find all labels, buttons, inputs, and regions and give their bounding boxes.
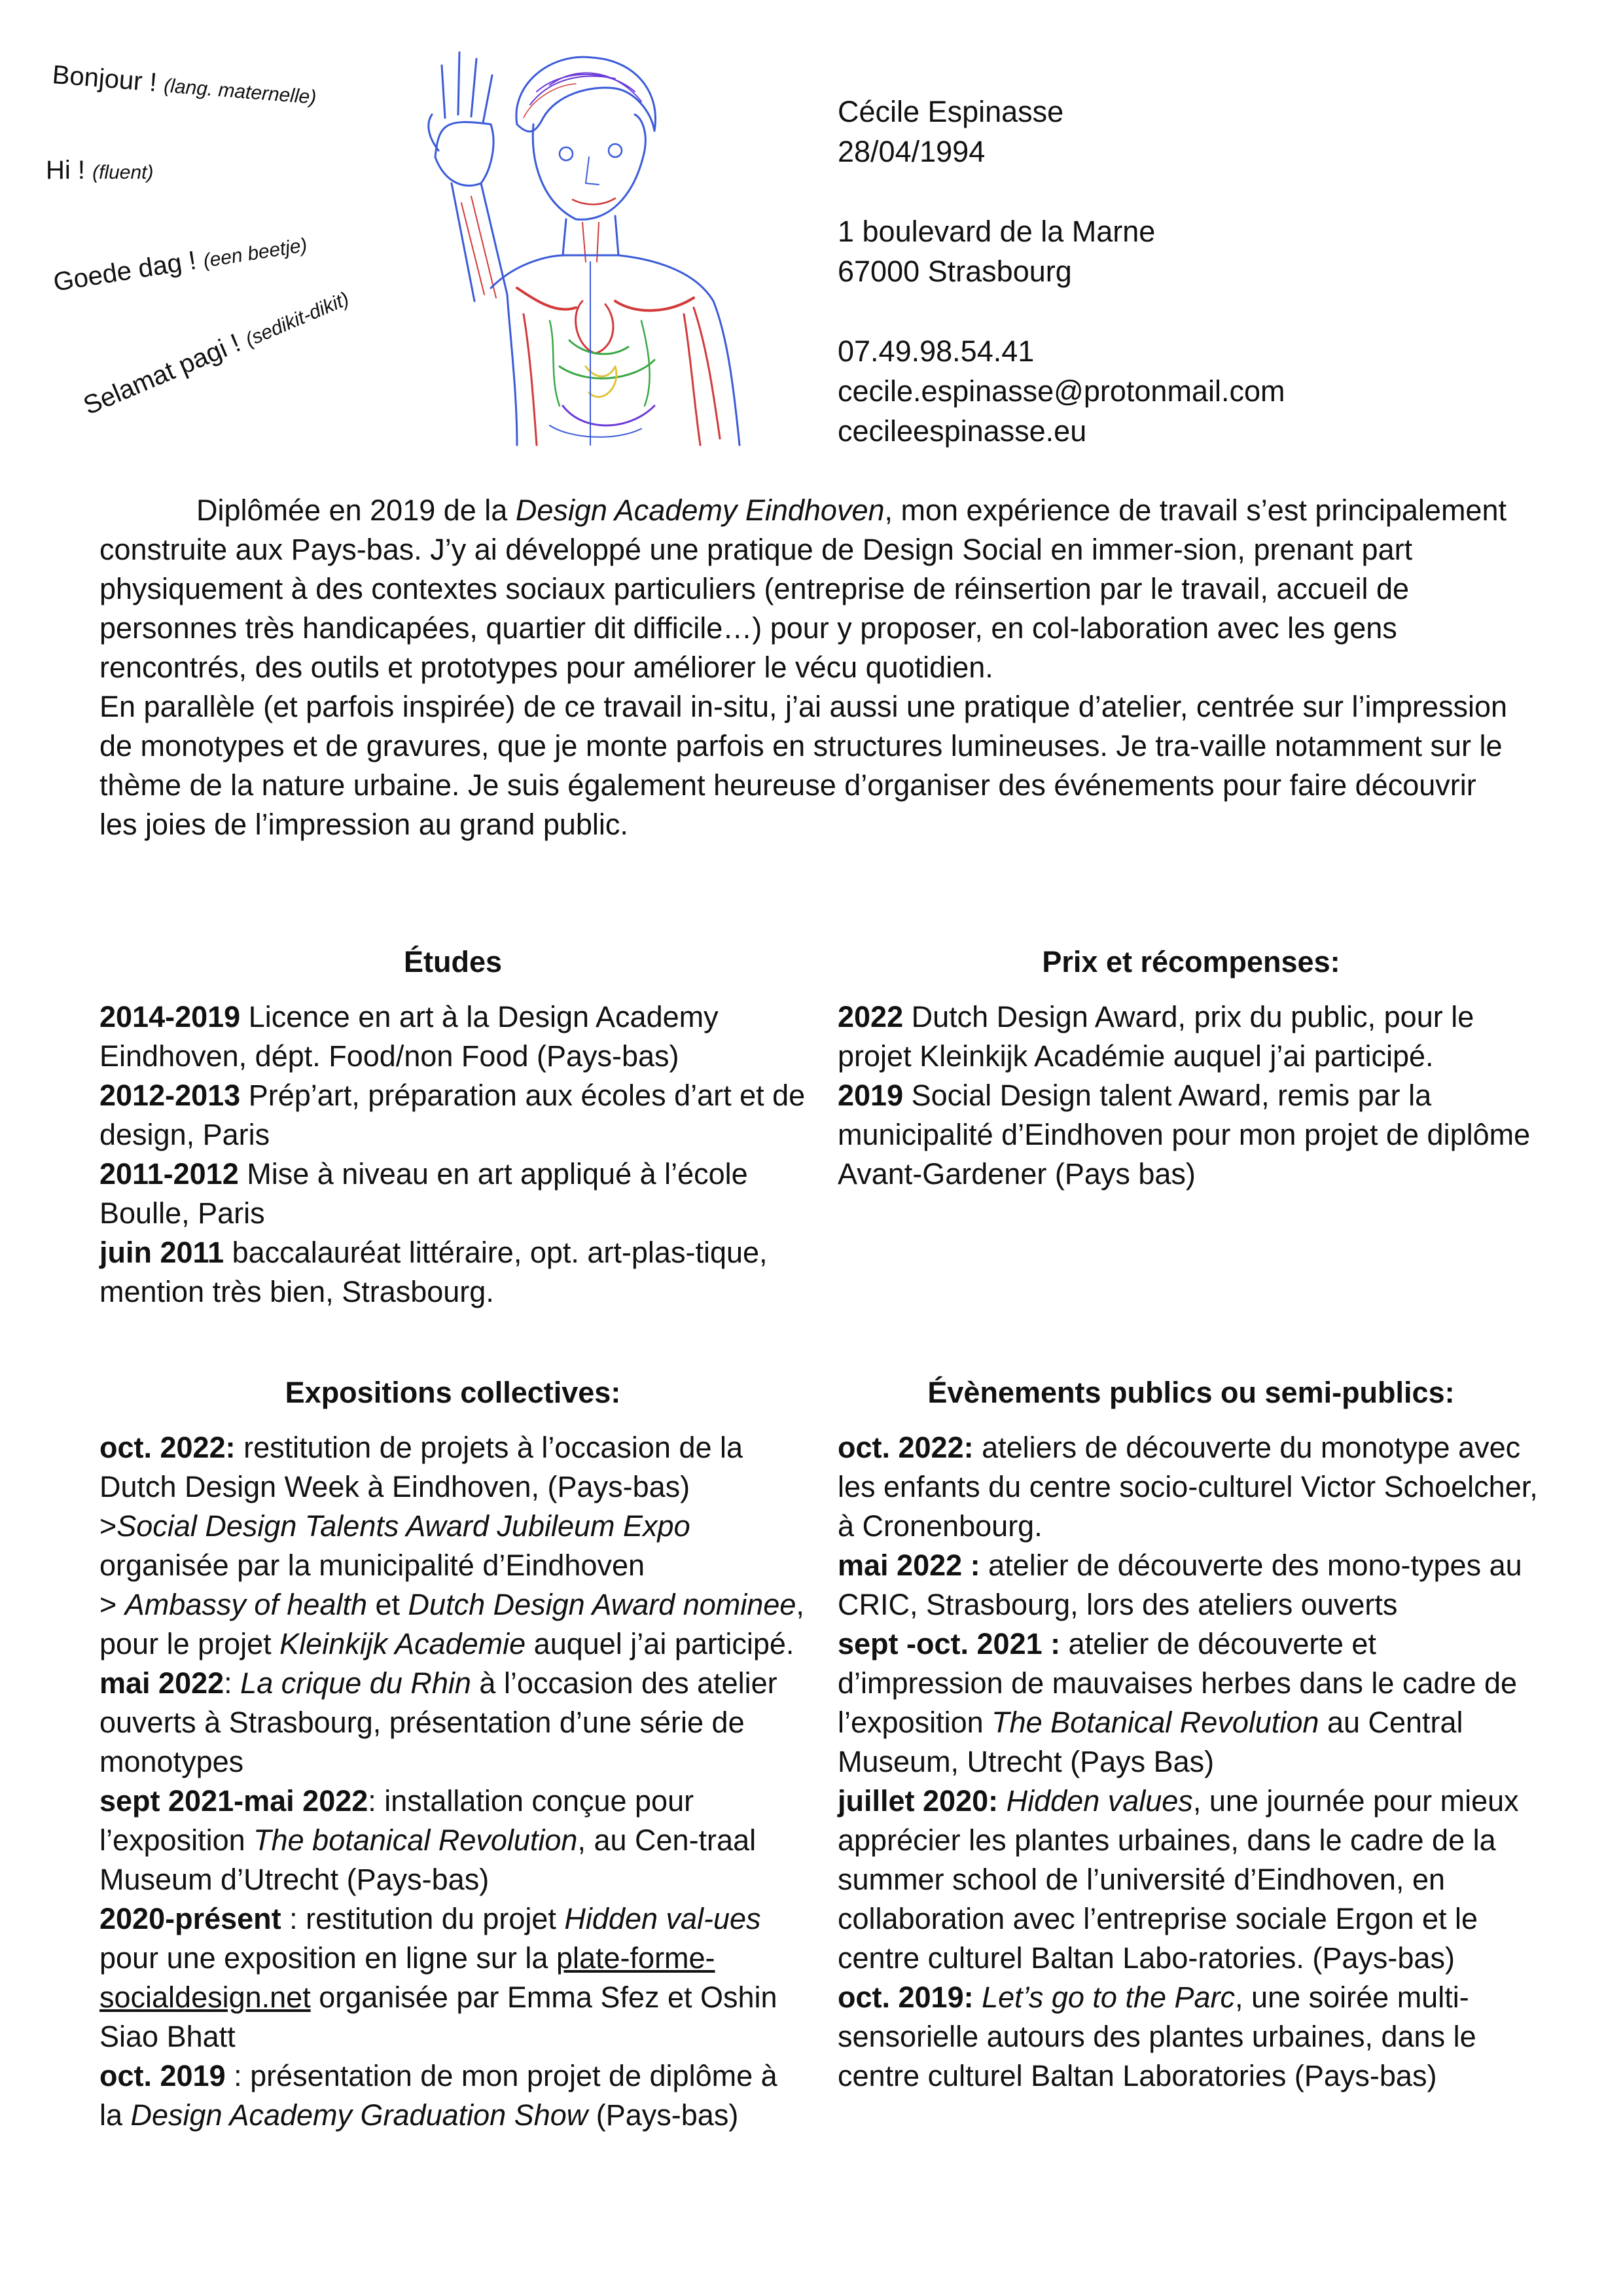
greeting-text: Hi ! — [46, 156, 93, 185]
list-item: juillet 2020: Hidden values, une journée pour mieux apprécier les plantes urbaines, dans le cadre de la summer school de l’université d’Eindhoven, en collaboration avec l’entreprise sociale Ergon et le centre culturel Baltan Labo-ratories. (Pays-bas) — [838, 1784, 1519, 1975]
list-item: sept -oct. 2021 : atelier de découverte et d’impression de mauvaises herbes dans le cadre de l’exposition The Botanical Revolution au Central Museum, Utrecht (Pays Bas) — [838, 1627, 1518, 1778]
portrait-sketch-illustration — [419, 39, 759, 458]
greeting-note: (lang. maternelle) — [163, 75, 317, 109]
list-item: mai 2022: La crique du Rhin à l’occasion des atelier ouverts à Strasbourg, présentation d’une série de monotypes — [99, 1666, 777, 1778]
list-item: 2022 Dutch Design Award, prix du public, pour le projet Kleinkijk Académie auquel j’ai participé. — [838, 1000, 1474, 1073]
greeting-text: Bonjour ! — [51, 60, 166, 98]
greeting-note: (fluent) — [92, 162, 154, 183]
list-item: oct. 2019: Let’s go to the Parc, une soirée multi-sensorielle autours des plantes urbaines, dans le centre culturel Baltan Laboratories (Pays-bas) — [838, 1981, 1476, 2092]
greeting-note: (sedikit-dikit) — [242, 288, 353, 351]
list-item: sept 2021-mai 2022: installation conçue pour l’exposition The botanical Revolution, au Cen-traal Museum d’Utrecht (Pays-bas) — [99, 1784, 757, 1896]
phone-number: 07.49.98.54.41 — [838, 334, 1035, 368]
greeting-dutch — [51, 228, 309, 298]
greeting-note: (een beetje) — [202, 234, 309, 272]
list-item: 2011-2012 Mise à niveau en art appliqué à l’école Boulle, Paris — [99, 1157, 748, 1230]
section-etudes — [99, 942, 806, 1312]
address-city: 67000 Strasbourg — [838, 255, 1072, 288]
intro-text: , mon expérience de travail s’est principalement construite aux Pays-bas. J’y ai développé une pratique de Design Social en immer-sion, prenant part physiquement à des contextes sociaux particuliers (entreprise de réinsertion par le travail, accueil de personnes très handicapées, quartier dit difficile…) pour y proposer, en col-laboration avec les gens rencontrés, des outils et prototypes pour améliorer le vécu quotidien. — [99, 493, 1507, 684]
intro-text: Diplômée en 2019 de la — [196, 493, 516, 527]
birth-date: 28/04/1994 — [838, 135, 986, 168]
section-title: Études — [403, 945, 503, 978]
section-title: Prix et récompenses: — [1042, 945, 1340, 978]
school-name: Design Academy Eindhoven — [515, 493, 885, 527]
list-item: mai 2022 : atelier de découverte des mono-types au CRIC, Strasbourg, lors des ateliers ouverts — [838, 1549, 1522, 1621]
website-link[interactable]: cecileespinasse.eu — [838, 414, 1087, 448]
list-item: oct. 2022: restitution de projets à l’occasion de la Dutch Design Week à Eindhoven, (Pays-bas) >Social Design Talents Award Jubileum Expo organisée par la municipalité d’Eindhoven > Ambassy of health et Dutch Design Award nominee, pour le projet Kleinkijk Academie auquel j’ai participé. — [99, 1431, 804, 1660]
list-item: oct. 2022: ateliers de découverte du monotype avec les enfants du centre socio-culturel Victor Schoelcher, à Cronenbourg. — [838, 1431, 1538, 1543]
greeting-text: Goede dag ! — [51, 245, 205, 297]
greeting-indonesian — [79, 283, 353, 421]
greeting-english — [46, 156, 154, 185]
section-prix — [838, 942, 1544, 1194]
email-address[interactable]: cecile.espinasse@protonmail.com — [838, 374, 1285, 408]
list-item: 2014-2019 Licence en art à la Design Academy Eindhoven, dépt. Food/non Food (Pays-bas) — [99, 1000, 719, 1073]
section-title: Évènements publics ou semi-publics: — [927, 1376, 1455, 1409]
address-street: 1 boulevard de la Marne — [838, 215, 1156, 248]
section-expositions — [99, 1373, 806, 2135]
section-title: Expositions collectives: — [285, 1376, 621, 1409]
list-item: juin 2011 baccalauréat littéraire, opt. art-plas-tique, mention très bien, Strasbourg. — [99, 1236, 768, 1308]
contact-block — [838, 92, 1285, 451]
list-item: 2020-présent : restitution du projet Hidden val-ues pour une exposition en ligne sur la plate-forme-socialdesign.net organisée par Emma Sfez et Oshin Siao Bhatt — [99, 1902, 777, 2053]
list-item: 2019 Social Design talent Award, remis par la municipalité d’Eindhoven pour mon projet de diplôme Avant-Gardener (Pays bas) — [838, 1079, 1531, 1191]
list-item: oct. 2019 : présentation de mon projet de diplôme à la Design Academy Graduation Show (Pays-bas) — [99, 2059, 777, 2132]
greeting-text: Selamat pagi ! — [79, 325, 252, 421]
person-name: Cécile Espinasse — [838, 95, 1064, 128]
section-evenements — [838, 1373, 1544, 2096]
platform-link[interactable]: plate-forme-socialdesign.net — [99, 1941, 715, 2014]
intro-paragraph — [99, 491, 1520, 844]
greeting-french — [51, 60, 317, 111]
list-item: 2012-2013 Prép’art, préparation aux écoles d’art et de design, Paris — [99, 1079, 806, 1151]
intro-text-2: En parallèle (et parfois inspirée) de ce travail in-situ, j’ai aussi une pratique d’atelier, centrée sur l’impression de monotypes et de gravures, que je monte parfois en structures lumineuses. Je tra-vaille notamment sur le thème de la nature urbaine. Je suis également heureuse d’organiser des événements pour faire découvrir les joies de l’impression au grand public. — [99, 690, 1508, 841]
